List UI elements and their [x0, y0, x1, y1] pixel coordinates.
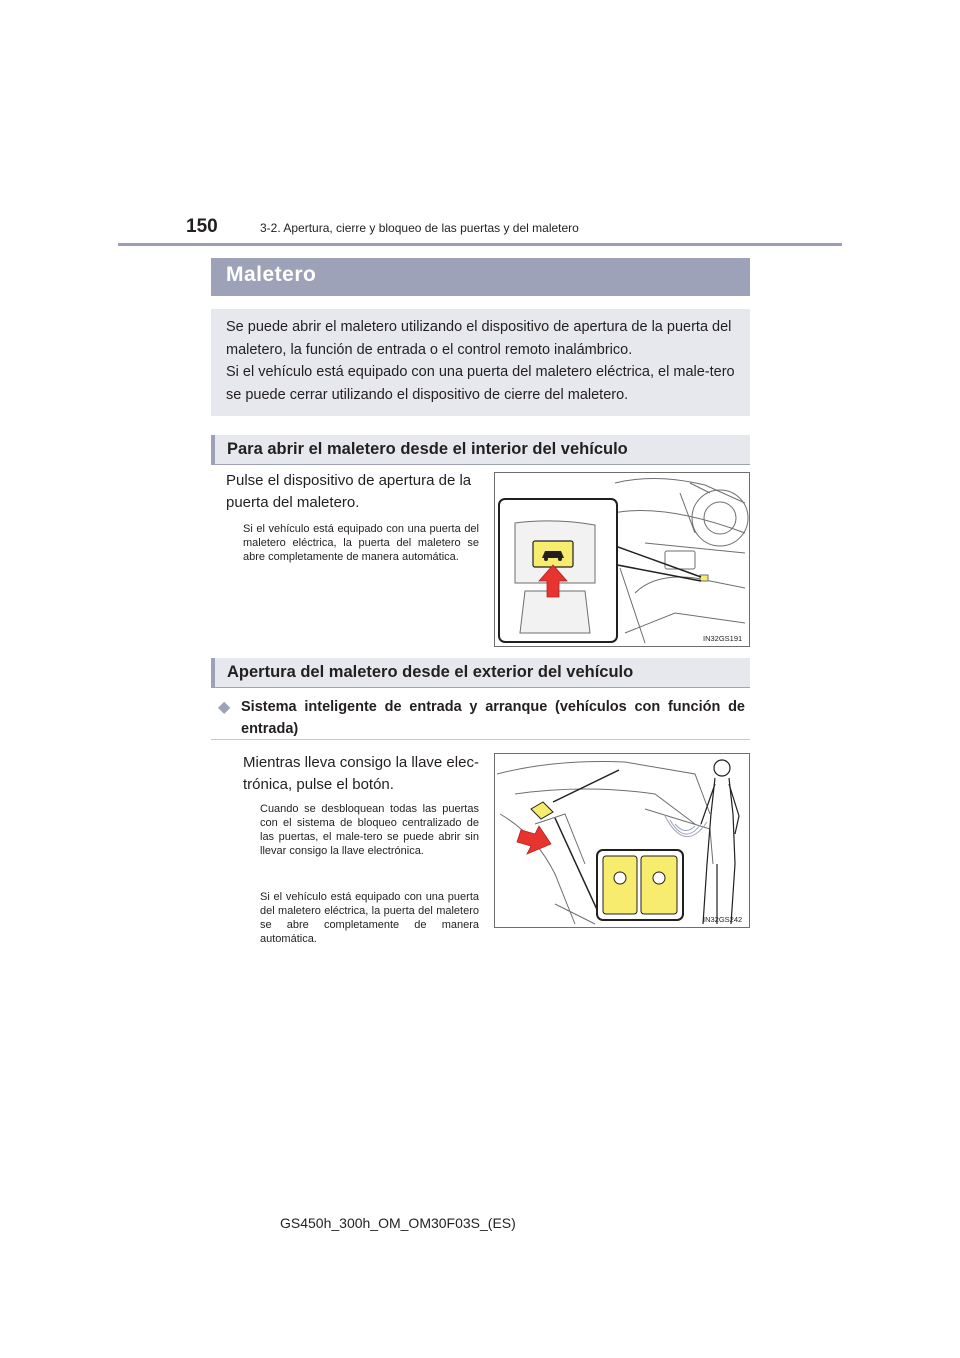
rear-car-illustration — [495, 754, 749, 927]
subsection-heading-exterior-text: Apertura del maletero desde el exterior del vehículo — [227, 663, 634, 681]
header-divider — [118, 243, 842, 246]
page-number: 150 — [186, 216, 218, 237]
press-arrow-icon — [517, 826, 551, 854]
figure-exterior-opener — [494, 753, 750, 928]
subsection-heading-interior — [211, 435, 750, 465]
intro-paragraph-1: Se puede abrir el maletero utilizando el dispositivo de apertura de la puerta del maletero, la función de entrada o el control remoto inalámbrico. — [226, 319, 732, 358]
bullet-heading-smart-entry: Sistema inteligente de entrada y arranque (vehículos con función de entrada) — [241, 699, 745, 737]
trunk-switch-left — [603, 856, 637, 914]
exterior-step: Mientras lleva consigo la llave elec-trónica, pulse el botón. — [243, 754, 479, 793]
subsection-heading-exterior — [211, 658, 750, 688]
person-icon — [701, 760, 739, 924]
dashboard-illustration — [495, 473, 749, 646]
footer-doc-code: GS450h_300h_OM_OM30F03S_(ES) — [280, 1215, 516, 1231]
exterior-note-2: Si el vehículo está equipado con una puerta del maletero eléctrica, la puerta del maletero se abre completamente de manera automática. — [260, 891, 479, 945]
trunk-switch-right — [641, 856, 677, 914]
opener-location-marker — [700, 575, 708, 581]
interior-step: Pulse el dispositivo de apertura de la puerta del maletero. — [226, 472, 472, 511]
figure-interior-opener — [494, 472, 750, 647]
bullet-divider — [211, 739, 750, 740]
figure-code-2: IN32GS242 — [703, 915, 743, 924]
subsection-heading-interior-text: Para abrir el maletero desde el interior del vehículo — [227, 440, 628, 458]
figure-code-1: IN32GS191 — [703, 634, 743, 643]
page-title: Maletero — [226, 263, 317, 286]
section-breadcrumb: 3-2. Apertura, cierre y bloqueo de las puertas y del maletero — [260, 221, 579, 235]
intro-paragraph-2: Si el vehículo está equipado con una puerta del maletero eléctrica, el male-tero se puede cerrar utilizando el dispositivo de cierre del maletero. — [226, 364, 735, 403]
diamond-icon: ◆ — [218, 699, 231, 716]
exterior-note-1: Cuando se desbloquean todas las puertas con el sistema de bloqueo centralizado de las puertas, el male-tero se puede abrir sin llevar consigo la llave electrónica. — [260, 803, 479, 857]
exterior-button-marker — [531, 802, 553, 819]
interior-note: Si el vehículo está equipado con una puerta del maletero eléctrica, la puerta del maletero se abre completamente de manera automática. — [243, 523, 479, 563]
